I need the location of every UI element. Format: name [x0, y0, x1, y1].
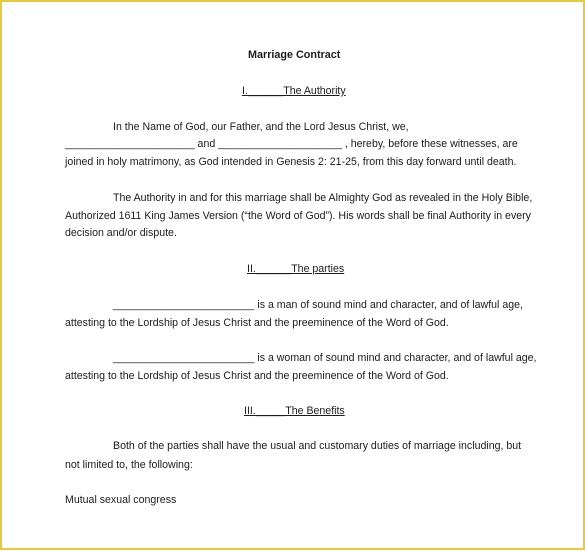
paragraph-line: ________________________ is a man of sound mind and character, and of lawful age, — [113, 299, 523, 311]
paragraph-line: attesting to the Lordship of Jesus Christ and the preeminence of the Word of God. — [65, 317, 449, 329]
paragraph-line: decision and/or dispute. — [65, 227, 177, 239]
section-numeral: I. — [242, 85, 248, 97]
paragraph-line: Authorized 1611 King James Version (“the Word of God”). His words shall be final Authority in every — [65, 210, 531, 222]
paragraph-line: ______________________ and _____________________ , hereby, before these witnesses, are — [65, 138, 518, 150]
paragraph-line: Both of the parties shall have the usual and customary duties of marriage including, but — [113, 440, 522, 452]
paragraph-line: In the Name of God, our Father, and the Lord Jesus Christ, we, — [113, 121, 409, 133]
section-heading-authority — [242, 85, 346, 98]
heading-gap: _____ — [255, 405, 286, 417]
paragraph-line: attesting to the Lordship of Jesus Christ and the preeminence of the Word of God. — [65, 370, 449, 382]
heading-gap: ______ — [247, 85, 284, 97]
bottom-fade — [4, 506, 581, 546]
document-title: Marriage Contract — [248, 49, 341, 61]
paragraph-line: ________________________ is a woman of sound mind and character, and of lawful age, — [113, 352, 537, 364]
section-heading-text: The Benefits — [285, 405, 345, 417]
section-numeral: III. — [244, 405, 256, 417]
paragraph-line: not limited to, the following: — [65, 459, 193, 471]
section-heading-benefits — [244, 405, 345, 418]
section-heading-text: The Authority — [283, 85, 346, 97]
paragraph-line: Mutual sexual congress — [65, 494, 177, 506]
heading-gap: ______ — [255, 263, 292, 275]
document-page — [2, 2, 585, 552]
paragraph-line: joined in holy matrimony, as God intended in Genesis 2: 21-25, from this day forward until death. — [65, 156, 517, 168]
section-heading-parties — [247, 263, 344, 276]
paragraph-line: The Authority in and for this marriage shall be Almighty God as revealed in the Holy Bible, — [113, 192, 533, 204]
section-heading-text: The parties — [291, 263, 345, 275]
section-numeral: II. — [247, 263, 256, 275]
